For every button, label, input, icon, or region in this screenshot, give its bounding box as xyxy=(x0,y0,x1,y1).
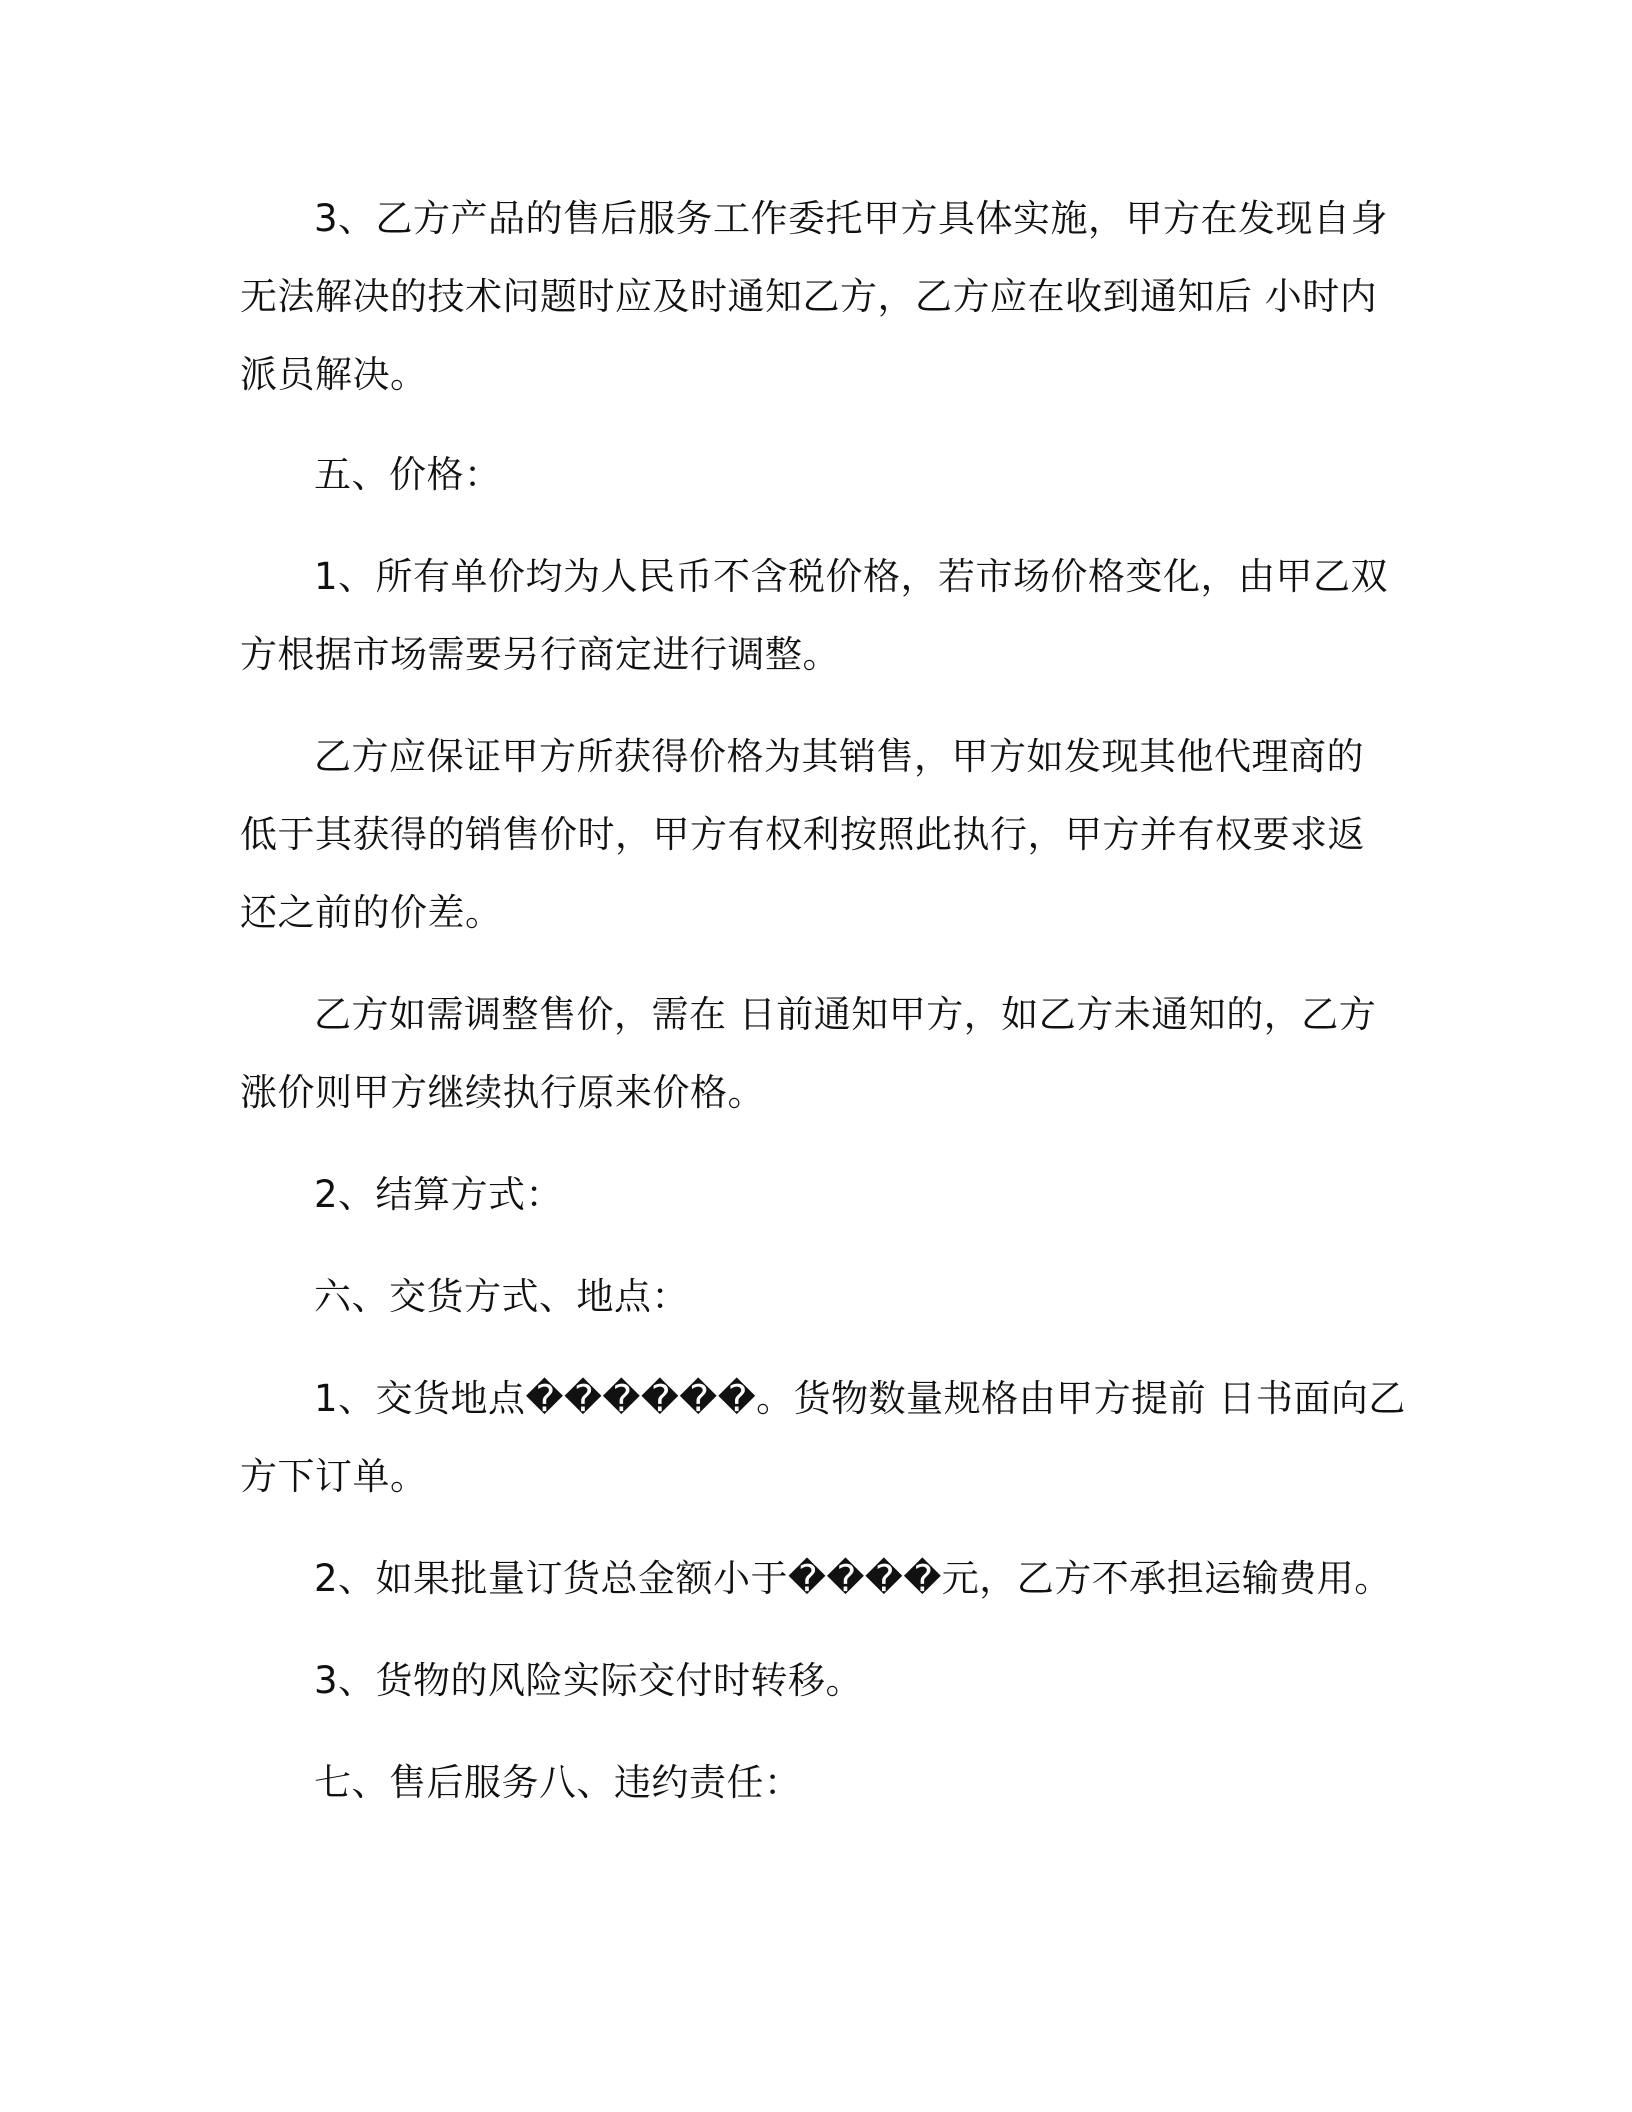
text-line: 派员解决。 xyxy=(240,353,428,396)
section-heading-after-sales-liability xyxy=(240,1744,1370,1822)
text-line: 1、交货地点������。货物数量规格由甲方提前 日书面向乙 xyxy=(314,1377,1406,1420)
section-heading-price xyxy=(240,436,1370,514)
text-line: 1、所有单价均为人民币不含税价格，若市场价格变化，由甲乙双 xyxy=(314,555,1389,598)
text-line: 3、乙方产品的售后服务工作委托甲方具体实施，甲方在发现自身 xyxy=(314,197,1389,240)
paragraph-price-adjust xyxy=(240,976,1377,1132)
text-line: 六、交货方式、地点： xyxy=(314,1275,689,1318)
paragraph-delivery-2 xyxy=(240,1540,1392,1618)
paragraph-after-sales-3 xyxy=(240,180,1389,414)
text-line: 七、售后服务八、违约责任： xyxy=(314,1761,802,1804)
text-line: 无法解决的技术问题时应及时通知乙方，乙方应在收到通知后 小时内 xyxy=(240,275,1378,318)
section-heading-delivery xyxy=(240,1258,1370,1336)
text-line: 2、如果批量订货总金额小于����元，乙方不承担运输费用。 xyxy=(314,1557,1392,1600)
text-line: 乙方如需调整售价，需在 日前通知甲方，如乙方未通知的，乙方 xyxy=(314,993,1377,1036)
text-line: 2、结算方式： xyxy=(314,1173,564,1216)
paragraph-price-guarantee xyxy=(240,718,1370,952)
text-line: 方根据市场需要另行商定进行调整。 xyxy=(240,633,840,676)
paragraph-delivery-3 xyxy=(240,1642,1370,1720)
text-line: 方下订单。 xyxy=(240,1455,428,1498)
text-line: 低于其获得的销售价时，甲方有权利按照此执行，甲方并有权要求返 xyxy=(240,813,1365,856)
paragraph-delivery-1 xyxy=(240,1360,1406,1516)
text-line: 还之前的价差。 xyxy=(240,891,503,934)
text-line: 3、货物的风险实际交付时转移。 xyxy=(314,1659,864,1702)
text-line: 五、价格： xyxy=(314,453,502,496)
text-line: 涨价则甲方继续执行原来价格。 xyxy=(240,1071,765,1114)
paragraph-settlement xyxy=(240,1156,1370,1234)
text-line: 乙方应保证甲方所获得价格为其销售，甲方如发现其他代理商的 xyxy=(314,735,1364,778)
paragraph-price-1 xyxy=(240,538,1389,694)
